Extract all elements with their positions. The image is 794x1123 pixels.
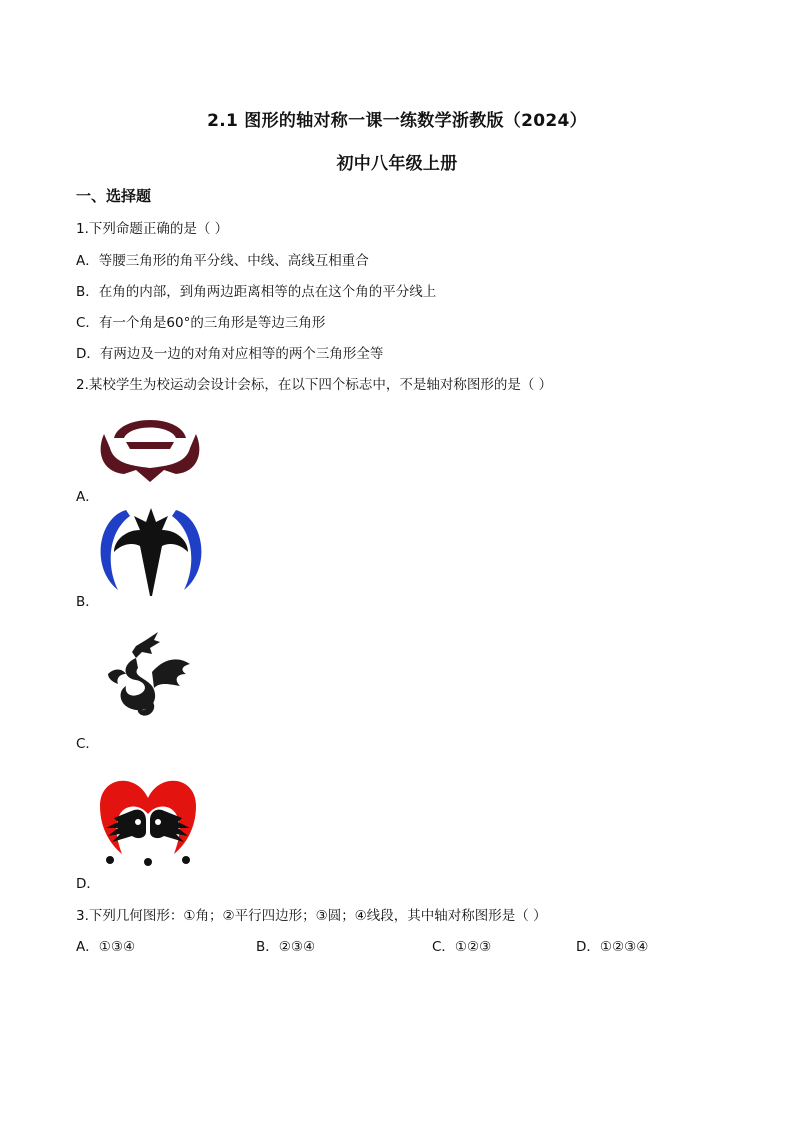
question-3-option-a: A．①③④ (76, 939, 136, 955)
emblem-c-image (102, 628, 194, 722)
emblem-d-red-hat (100, 781, 196, 854)
question-1-stem: 1.下列命题正确的是（ ） (76, 221, 229, 237)
question-1-option-c: C．有一个角是60°的三角形是等边三角形 (76, 315, 326, 331)
emblem-d-black-hands (106, 810, 190, 866)
question-3-stem: 3.下列几何图形：①角；②平行四边形；③圆；④线段，其中轴对称图形是（ ） (76, 908, 547, 924)
question-1-option-d: D．有两边及一边的对角对应相等的两个三角形全等 (76, 346, 384, 362)
emblem-c-dragon (108, 632, 190, 716)
question-3-option-c: C．①②③ (432, 939, 492, 955)
document-title: 2.1 图形的轴对称一课一练数学浙教版（2024） (207, 111, 587, 131)
section-heading: 一、选择题 (76, 187, 152, 205)
question-2-stem: 2.某校学生为校运动会设计会标，在以下四个标志中，不是轴对称图形的是（ ） (76, 377, 553, 393)
document-subtitle: 初中八年级上册 (336, 154, 458, 174)
emblem-a-image (96, 408, 204, 486)
question-2-label-d: D． (76, 876, 100, 892)
question-2-label-c: C． (76, 736, 99, 752)
question-1-option-b: B．在角的内部，到角两边距离相等的点在这个角的平分线上 (76, 284, 437, 300)
question-3-option-b: B．②③④ (256, 939, 316, 955)
emblem-b-black-figure (114, 508, 188, 596)
question-2-label-b: B． (76, 594, 99, 610)
emblem-b-image (96, 506, 206, 598)
emblem-a-shape (101, 420, 200, 482)
question-3-option-d: D．①②③④ (576, 939, 649, 955)
question-1-option-a: A．等腰三角形的角平分线、中线、高线互相重合 (76, 253, 369, 269)
emblem-d-image (96, 776, 200, 868)
question-2-label-a: A． (76, 489, 99, 505)
